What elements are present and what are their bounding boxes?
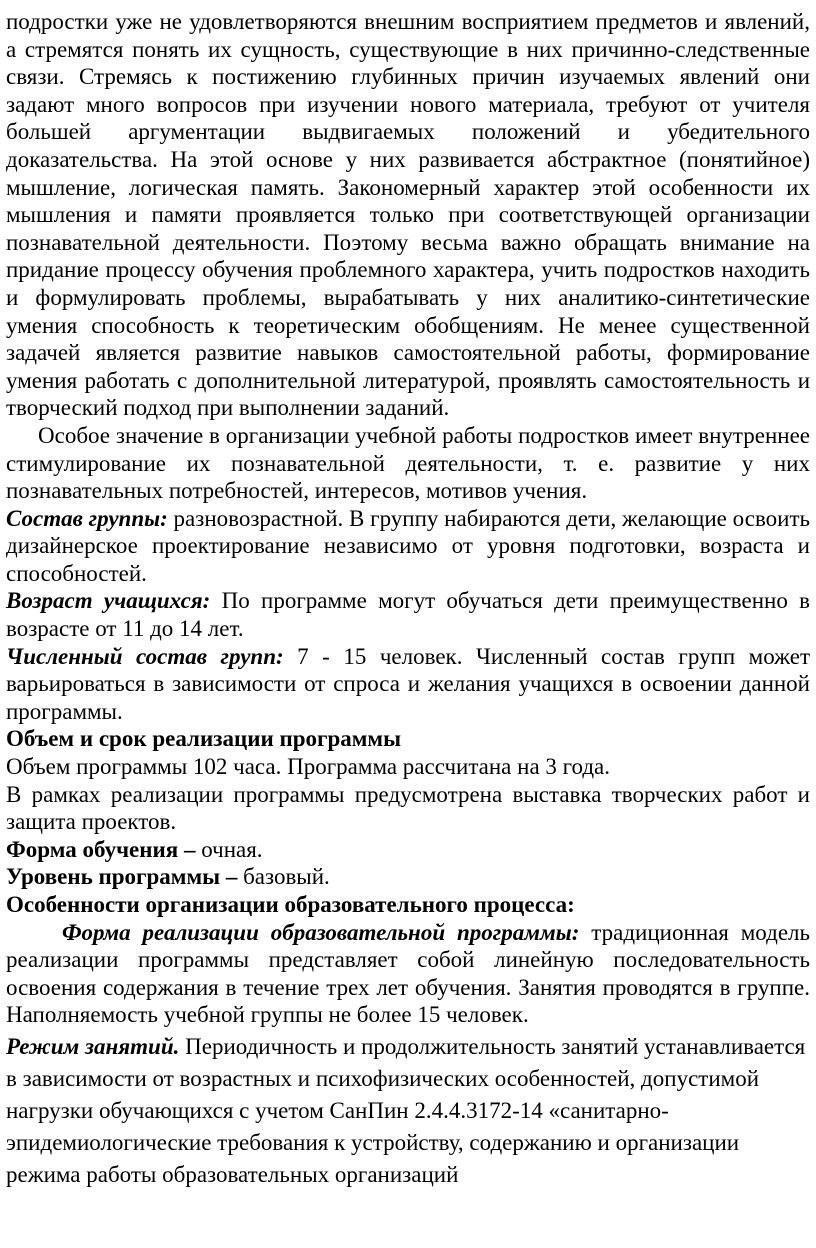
group-composition-label: Состав группы: (6, 505, 168, 531)
study-form-label: Форма обучения – (6, 836, 196, 862)
implementation-form-label: Форма реализации образовательной программы: (62, 919, 580, 945)
program-level-value: базовый. (237, 864, 330, 890)
program-level-label: Уровень программы – (6, 864, 238, 890)
exhibition-line: В рамках реализации программы предусмотрена выставка творческих работ и защита проектов. (6, 781, 810, 835)
paragraph-schedule (6, 1031, 810, 1191)
paragraph-cognitive-development: подростки уже не удовлетворяются внешним восприятием предметов и явлений, а стремятся понять их сущность, существующие в них причинно-следственные связи. Стремясь к постижению глубинных причин изучаемых явлений они задают много вопросов при изучении нового материала, требуют от учителя большей аргументации выдвигаемых положений и убедительного доказательства. На этой основе у них развивается абстрактное (понятийное) мышление, логическая память. Закономерный характер этой особенности их мышления и памяти проявляется только при соответствующей организации познавательной деятельности. Поэтому весьма важно обращать внимание на придание процессу обучения проблемного характера, учить подростков находить и формулировать проблемы, вырабатывать у них аналитико-синтетические умения способность к теоретическим обобщениям. Не менее существенной задачей является развитие навыков самостоятельной работы, формирование умения работать с дополнительной литературой, проявлять самостоятельность и творческий подход при выполнении заданий. (6, 9, 810, 421)
features-heading: Особенности организации образовательного процесса: (6, 892, 575, 917)
paragraph-study-form (6, 836, 810, 864)
paragraph-students-age (6, 587, 810, 642)
implementation-form-text: традиционная модель реализации программы представляет собой линейную последовательность освоения содержания в течение трех лет обучения. Занятия проводятся в группе. Наполняемость учебной группы не более 15 человек. (6, 919, 810, 1028)
volume-heading: Объем и срок реализации программы (6, 726, 402, 752)
students-age-text: По программе могут обучаться дети преимущественно в возрасте от 11 до 14 лет. (6, 588, 810, 642)
paragraph-motivation: Особое значение в организации учебной работы подростков имеет внутреннее стимулирование их познавательной деятельности, т. е. развитие у них познавательных потребностей, интересов, мотивов учения. (6, 422, 810, 504)
students-age-label: Возраст учащихся: (6, 588, 211, 614)
study-form-value: очная. (195, 836, 263, 862)
schedule-text: Периодичность и продолжительность занятий устанавливается в зависимости от возрастных и психофизических особенностей, допустимой нагрузки обучающихся с учетом СанПин 2.4.4.3172-14 «санитарно-эпидемиологические требования к устройству, содержанию и организации режима работы образовательных организаций (6, 1033, 806, 1187)
group-composition-text: разновозрастной. В группу набираются дети, желающие освоить дизайнерское проектирование независимо от уровня подготовки, возраста и способностей. (6, 505, 811, 586)
paragraph-group-size (6, 643, 810, 726)
paragraph-implementation-form (6, 919, 810, 1029)
volume-line: Объем программы 102 часа. Программа рассчитана на 3 года. (6, 754, 611, 780)
schedule-label: Режим занятий. (6, 1033, 180, 1059)
paragraph-group-composition (6, 505, 810, 588)
group-size-label: Численный состав групп: (6, 643, 284, 669)
paragraph-program-level (6, 863, 810, 891)
group-size-text: 7 - 15 человек. Численный состав групп может варьироваться в зависимости от спроса и желания учащихся в освоении данной программы. (6, 643, 810, 724)
